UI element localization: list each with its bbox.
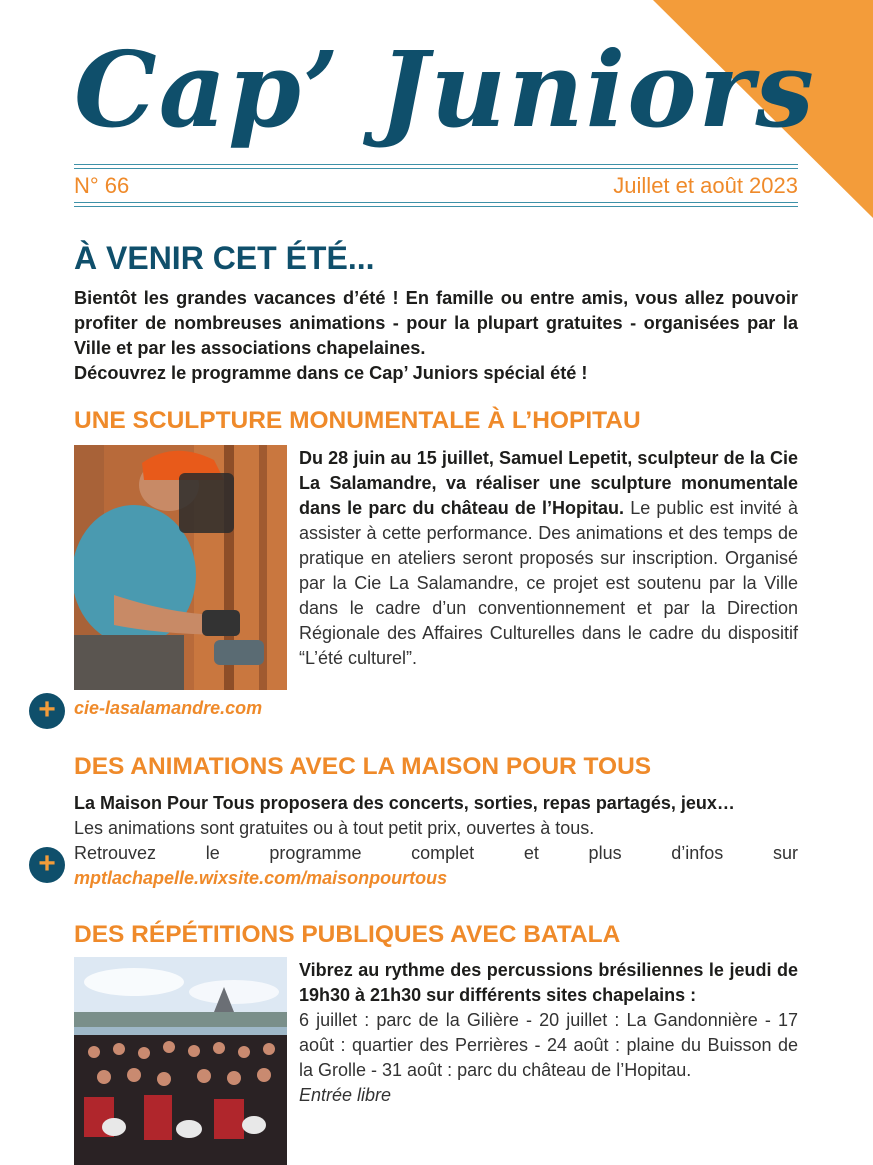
batala-photo [74,957,287,1165]
sculpture-title: UNE SCULPTURE MONUMENTALE À L’HOPITAU [74,407,641,434]
salamandre-link[interactable]: cie-lasalamandre.com [74,698,263,718]
intro-paragraph: Bientôt les grandes vacances d’été ! En famille ou entre amis, vous allez pouvoir profiter de nombreuses animations - pour la plupart gratuites - organisées par la Ville et par les associations chapelaines. [74,288,798,358]
plus-icon-2[interactable]: + [29,847,65,883]
batala-lead: Vibrez au rythme des percussions brésiliennes le jeudi de 19h30 à 21h30 sur différents sites chapelains : [299,960,798,1005]
batala-note: Entrée libre [299,1085,392,1105]
sculpture-body: Le public est invité à assister à cette performance. Des animations et des temps de pratique en ateliers seront proposés sur inscription. Organisé par la Cie La Salamandre, ce projet est soutenu par la Ville dans le cadre d’un conventionnement et par la Direction Régionale des Affaires Culturelles dans le cadre du dispositif “L’été culturel”. [299,498,798,668]
mpt-text [74,791,798,891]
mpt-link[interactable]: mptlachapelle.wixsite.com/maisonpourtous [74,868,448,888]
mpt-title: DES ANIMATIONS AVEC LA MAISON POUR TOUS [74,753,652,780]
mpt-more-text: Retrouvez le programme complet et plus d’infos sur [74,843,798,863]
intro-heading: À VENIR CET ÉTÉ... [74,240,375,276]
sculpture-lead: Du 28 juin au 15 juillet, Samuel Lepetit, sculpteur de la Cie La Salamandre, va réaliser une sculpture monumentale dans le parc du château de l’Hopitau. [299,448,798,518]
batala-title: DES RÉPÉTITIONS PUBLIQUES AVEC BATALA [74,921,621,948]
top-rule-2 [74,168,798,169]
intro-text [74,286,798,386]
bottom-rule-2 [74,206,798,207]
mpt-more [74,841,798,891]
mpt-body: Les animations sont gratuites ou à tout petit prix, ouvertes à tous. [74,818,595,838]
mpt-lead: La Maison Pour Tous proposera des concerts, sorties, repas partagés, jeux… [74,793,735,813]
batala-body: 6 juillet : parc de la Gilière - 20 juillet : La Gandonnière - 17 août : quartier des Perrières - 24 août : plaine du Buisson de la Grolle - 31 août : parc du château de l’Hopitau. [299,1010,798,1080]
masthead-title: Cap’ Juniors [74,28,816,151]
sculpture-text [299,446,798,671]
issue-row [74,172,798,200]
issue-date: Juillet et août 2023 [613,173,798,198]
issue-number: N° 66 [74,173,130,198]
plus-icon[interactable]: + [29,693,65,729]
top-rule [74,164,798,165]
intro-paragraph-2: Découvrez le programme dans ce Cap’ Juniors spécial été ! [74,363,588,383]
sculptor-photo [74,445,287,690]
batala-text [299,958,798,1108]
bottom-rule [74,202,798,203]
